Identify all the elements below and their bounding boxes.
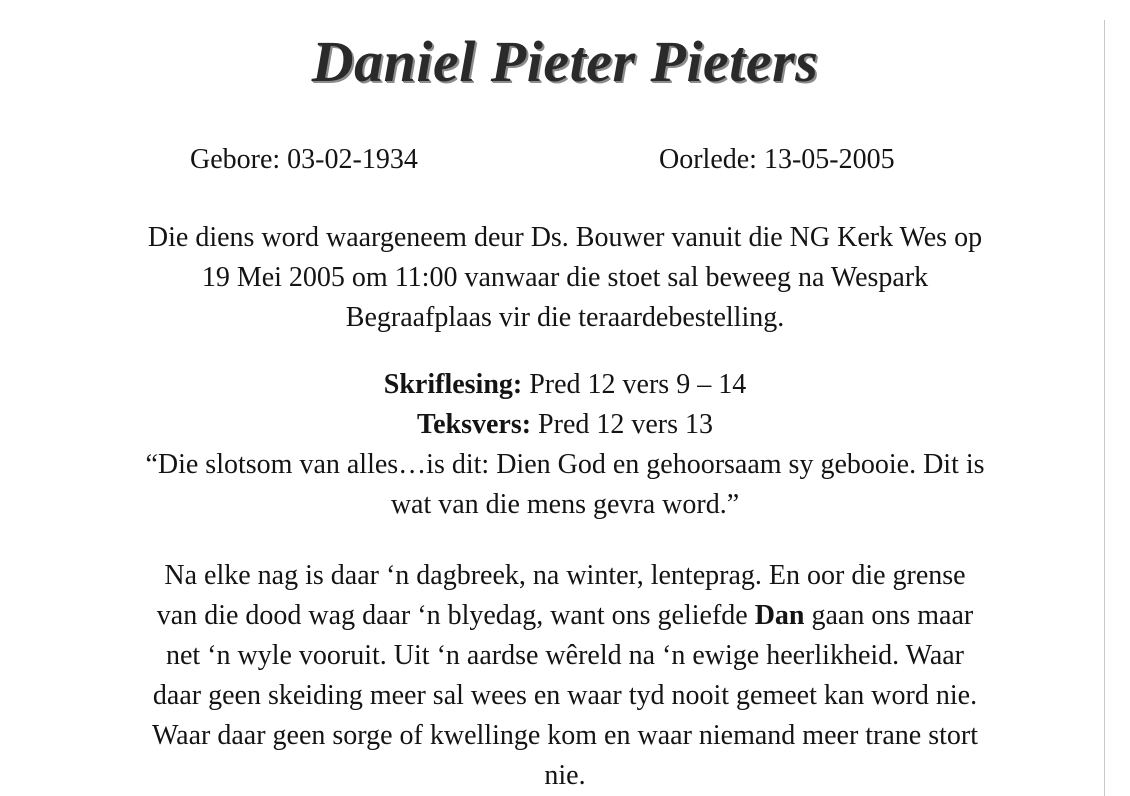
scripture-reading-label: Skriflesing: [383,369,523,400]
poem-line [40,596,1090,636]
deceased-nickname: Dan [754,600,805,631]
scripture-section [40,365,1090,525]
text-verse-value: Pred 12 vers 13 [531,409,714,440]
service-line: Die diens word waargeneem deur Ds. Bouwer vanuit die NG Kerk Wes op [147,222,983,253]
scripture-reading [40,365,1090,405]
poem-line: nie. [544,760,586,791]
verse-quote-line: “Die slotsom van alles…is dit: Dien God en gehoorsaam sy gebooie. Dit is [145,449,985,480]
birth-date: Gebore: 03-02-1934 [190,144,418,175]
poem-line: daar geen skeiding meer sal wees en waar tyd nooit gemeet kan word nie. [152,680,978,711]
text-verse [40,405,1090,445]
deceased-name-title: Daniel Pieter Pieters [311,29,819,94]
page-edge-divider [1104,20,1105,796]
scripture-reading-value: Pred 12 vers 9 – 14 [522,369,747,400]
poem-line: net ‘n wyle vooruit. Uit ‘n aardse wêreld na ‘n ewige heerlikheid. Waar [165,640,965,671]
poem-line: Na elke nag is daar ‘n dagbreek, na winter, lenteprag. En oor die grense [164,560,966,591]
service-line: 19 Mei 2005 om 11:00 vanwaar die stoet sal beweeg na Wespark [201,262,929,293]
memorial-poem [40,556,1090,796]
poem-text: van die dood wag daar ‘n blyedag, want ons geliefde [156,600,755,631]
service-details [40,218,1090,338]
death-date: Oorlede: 13-05-2005 [659,144,895,175]
service-line: Begraafplaas vir die teraardebestelling. [345,302,785,333]
text-verse-label: Teksvers: [416,409,532,440]
poem-text: gaan ons maar [804,600,974,631]
poem-line: Waar daar geen sorge of kwellinge kom en waar niemand meer trane stort [152,720,978,751]
dates-row [0,140,1130,180]
verse-quote-line: wat van die mens gevra word.” [390,489,740,520]
